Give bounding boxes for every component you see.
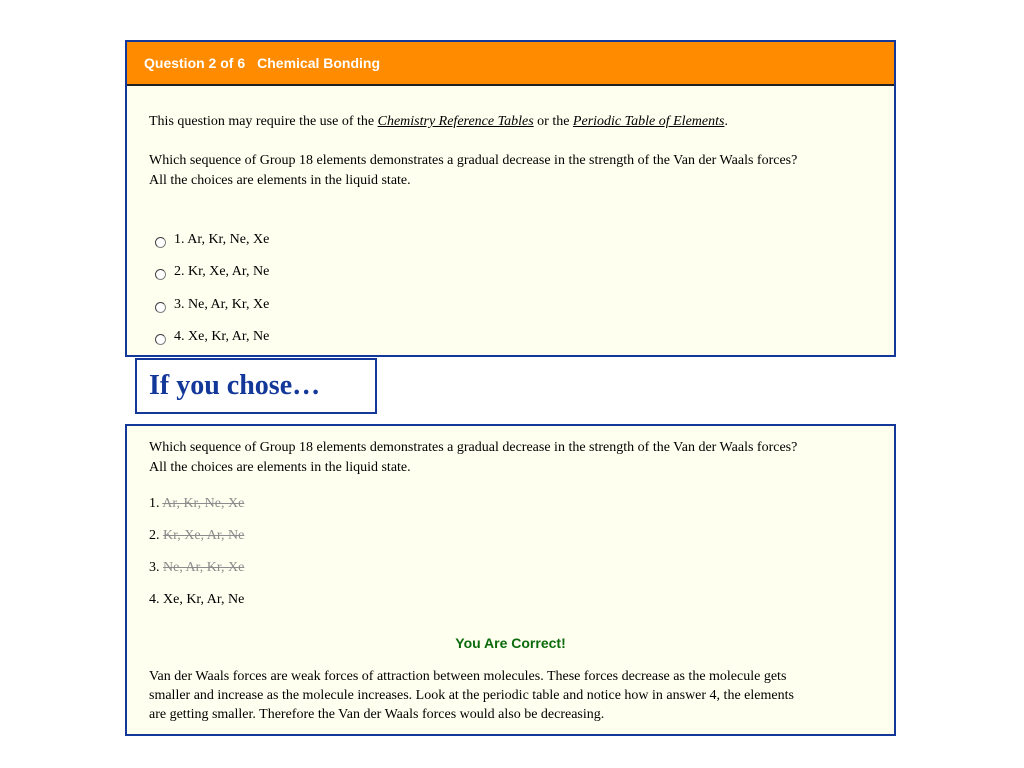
- choice-label: 2. Kr, Xe, Ar, Ne: [174, 264, 270, 279]
- answer-2: [149, 526, 244, 546]
- radio-button[interactable]: [155, 334, 166, 345]
- radio-button[interactable]: [155, 269, 166, 280]
- choice-label: 1. Ar, Kr, Ne, Xe: [174, 232, 270, 247]
- correct-result-message: You Are Correct!: [455, 635, 566, 651]
- answer-text-struck: Ne, Ar, Kr, Xe: [163, 560, 245, 575]
- question-panel: [125, 40, 896, 357]
- question-line: All the choices are elements in the liquid state.: [149, 173, 411, 188]
- answer-4: [149, 590, 244, 610]
- answer-number: 2.: [149, 528, 160, 543]
- periodic-table-link[interactable]: Periodic Table of Elements: [572, 114, 725, 129]
- choice-label: 4. Xe, Kr, Ar, Ne: [174, 329, 270, 344]
- answer-question-text: [149, 438, 879, 478]
- if-you-chose-callout: If you chose…: [135, 358, 377, 414]
- answer-1: [149, 494, 244, 514]
- question-line: Which sequence of Group 18 elements demonstrates a gradual decrease in the strength of the Van der Waals forces?: [149, 440, 798, 455]
- answer-text-struck: Ar, Kr, Ne, Xe: [162, 496, 245, 511]
- radio-button[interactable]: [155, 237, 166, 248]
- radio-button[interactable]: [155, 302, 166, 313]
- choice-3[interactable]: [155, 295, 269, 315]
- choice-2[interactable]: [155, 262, 269, 282]
- intro-text: or the: [533, 114, 573, 129]
- question-line: Which sequence of Group 18 elements demonstrates a gradual decrease in the strength of the Van der Waals forces?: [149, 153, 798, 168]
- intro-text: .: [724, 114, 728, 129]
- choice-1[interactable]: [155, 230, 269, 250]
- answer-3: [149, 558, 244, 578]
- answer-text-correct: Xe, Kr, Ar, Ne: [163, 592, 245, 607]
- answer-number: 1.: [149, 496, 160, 511]
- answer-text-struck: Kr, Xe, Ar, Ne: [163, 528, 245, 543]
- question-header: [127, 42, 894, 86]
- reference-intro: [149, 112, 728, 132]
- answer-number: 4.: [149, 592, 160, 607]
- question-text: [149, 151, 879, 191]
- explanation-line: Van der Waals forces are weak forces of attraction between molecules. These forces decrease as the molecule gets: [149, 669, 787, 684]
- question-topic: Chemical Bonding: [257, 55, 381, 71]
- question-number: Question 2 of 6: [144, 55, 246, 71]
- intro-text: This question may require the use of the: [149, 114, 378, 129]
- explanation-text: [149, 667, 879, 724]
- question-line: All the choices are elements in the liquid state.: [149, 460, 411, 475]
- choice-4[interactable]: [155, 327, 269, 347]
- chemistry-reference-tables-link[interactable]: Chemistry Reference Tables: [377, 114, 534, 129]
- explanation-line: are getting smaller. Therefore the Van der Waals forces would also be decreasing.: [149, 707, 605, 722]
- choice-label: 3. Ne, Ar, Kr, Xe: [174, 297, 270, 312]
- answer-panel: [125, 424, 896, 736]
- explanation-line: smaller and increase as the molecule increases. Look at the periodic table and notice how in answer 4, the elements: [149, 688, 794, 703]
- answer-number: 3.: [149, 560, 160, 575]
